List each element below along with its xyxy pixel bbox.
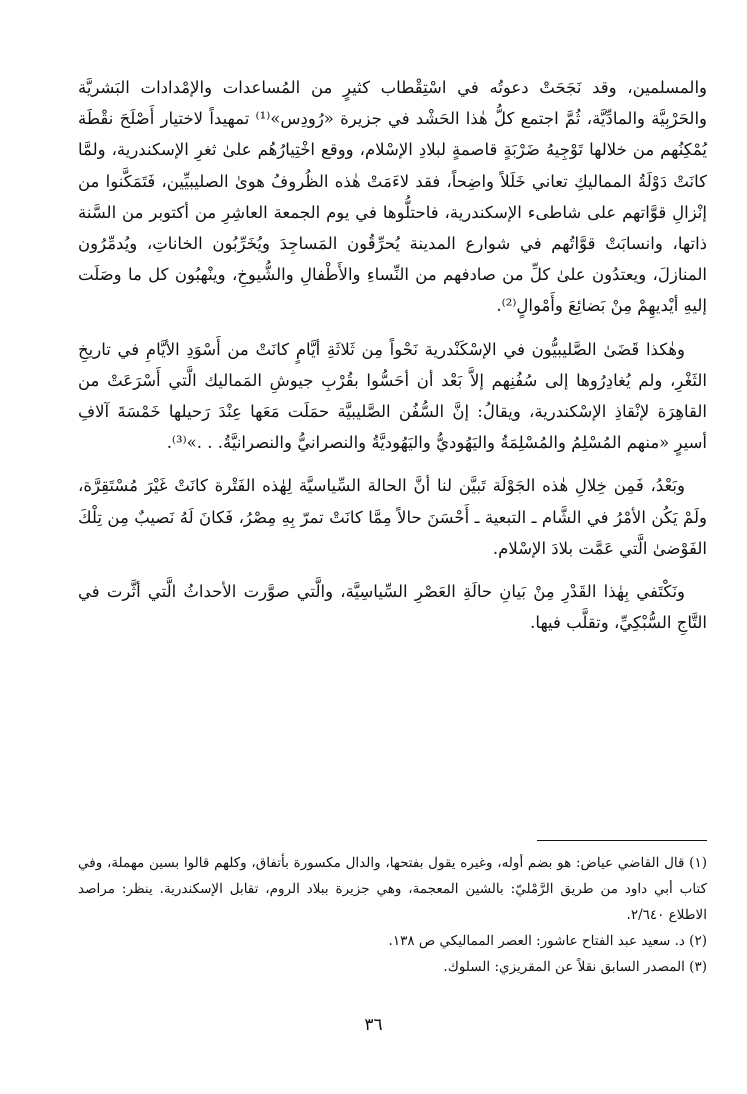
footnote-separator	[537, 840, 707, 841]
paragraph-2: وهٰكذا قَضَىٰ الصَّليبيُّون في الإسْكَنْدرية نَحْواً مِن ثَلاثَةِ أيَّامٍ كانَتْ من أَسْوَدِ الأيَّامِ في تاريخِ الثَغْرِ، ولم يُغادِرُوها إلى سُفُنِهم إلاَّ بَعْد أن أحَسُّوا بقُرْبِ جيوشِ المَماليك الَّتي أَسْرَعَتْ من القاهِرَة لإنْقاذِ الإسْكندرية، ويقالُ: إنَّ السُّفُن الصَّليبيَّة حمَلَت مَعَها عِنْدَ رَحيلها خَمْسَةَ آلافِ أسيرٍ «منهم المُسْلِمُ والمُسْلِمَةُ واليَهُوديُّ واليَهُوديَّةُ والنصرانيُّ والنصرانيَّةُ. . .»⁽³⁾.	[78, 339, 707, 453]
page-number: ٣٦	[364, 1015, 383, 1035]
footnotes	[78, 850, 707, 980]
paragraph-3: وبَعْدُ، فَمِن خِلالِ هٰذه الجَوْلَة تَبيَّن لنا أنَّ الحالة السِّياسيَّة لِهٰذه الفَتْرة كانَتْ غَيْرَ مُسْتَقِرَّة، ولَمْ يَكُن الأمْرُ في الشَّام ـ التبعية ـ أَحْسَنَ حالاً مِمَّا كانَتْ تمرّ بِهِ مِصْرُ، فَكانَ لَهُ نَصيبٌ مِن تِلْكَ الفَوْضىٰ الَّتي عَمَّت بلادَ الإسْلام.	[78, 476, 707, 558]
footnote-1: (١) قال القاضي عياض: هو بضم أوله، وغيره يقول بفتحها، والدال مكسورة بأتفاق، وكلهم قالوا بسين مهملة، وفي كتاب أبي داود من طريق الرَّمْليّ: بالشين المعجمة، وهي جزيرة ببلاد الروم، تقابل الإسكندرية. ينظر: مراصد الاطلاع ٢/٦٤٠.	[78, 855, 707, 923]
main-text	[78, 72, 707, 650]
footnote-3: (٣) المصدر السابق نقلاً عن المقريزي: السلوك.	[443, 959, 707, 975]
paragraph-4: ونَكْتَفي بِهٰذا القَدْرِ مِنْ بَيانِ حالَةِ العَصْرِ السِّياسِيَّة، والَّتي صوَّرت الأحداثُ الَّتي أثَّرت في التَّاجِ السُّبْكِيِّ، وتقلَّب فيها.	[78, 582, 707, 633]
footnote-2: (٢) د. سعيد عبد الفتاح عاشور: العصر المماليكي ص ١٣٨.	[388, 933, 707, 949]
paragraph-1: والمسلمين، وقد نَجَحَتْ دعوتُه في اسْتِقْطاب كثيرٍ من المُساعدات والإمْدادات البَشريَّة والحَرْبِيَّة والمادِّيَّة، ثُمَّ اجتمع كلُّ هٰذا الحَشْد في جزيرة «رُودِس»⁽¹⁾ تمهيداً لاختيار أَصْلَحَ نقْطَة يُمْكِنُهم من خلالها تَوْجِيهُ ضَرْبَةٍ قاصمةٍ لبلادِ الإسْلام، ووقع اخْتِيارُهُم علىٰ ثغرِ الإسكندرية، ولمَّا كانَتْ دَوْلَةُ المماليكِ تعاني خَلَلاً واضِحاً، فقد لاءَمَتْ هٰذه الظُروفُ هوىٰ الصليبيِّين، فَتَمَكَّنوا من إنْزالِ قوَّاتهم على شاطىء الإسكندرية، فاحتلُّوها في يوم الجمعة العاشِرِ من أكتوبر من السَّنة ذاتها، وانسابَتْ قوَّاتُهم في شوارع المدينة يُحرِّقُون المَساجِدَ ويُخَرِّبُون الخاناتِ، ويُدمِّرُون المنازلَ، ويعتدُون علىٰ كلِّ من صادفهم من النِّساءِ والأَطْفالِ والشُّيوخِ، وينْهبُون كل ما وصَلَت إليهِ أيْديهِمْ مِنْ بَضائِعَ وأَمْوالٍ⁽²⁾.	[78, 78, 707, 316]
